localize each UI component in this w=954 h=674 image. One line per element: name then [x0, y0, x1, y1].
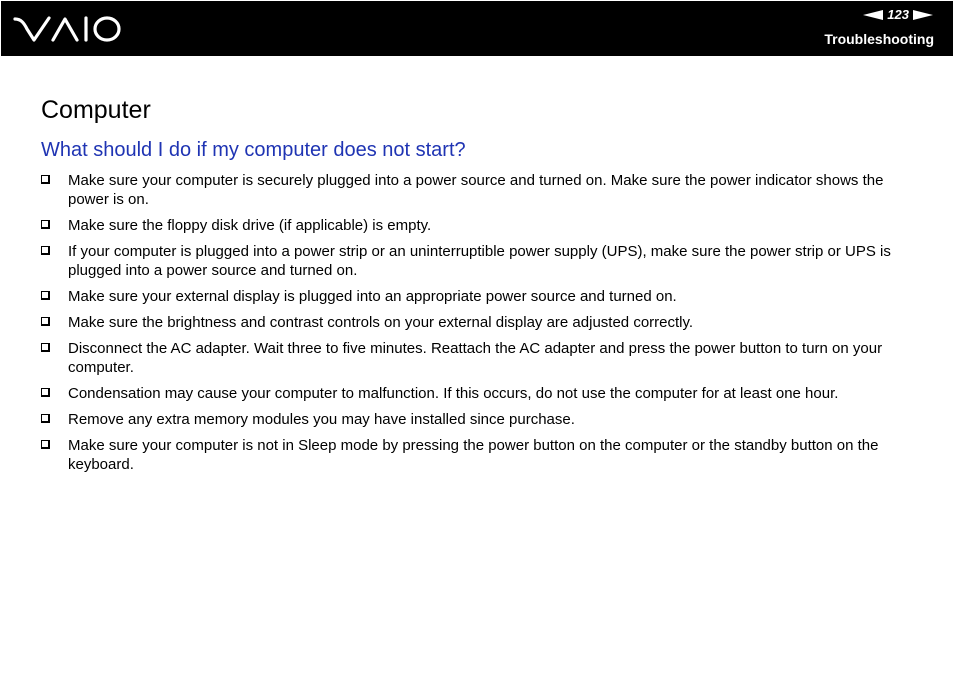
list-item-text: Remove any extra memory modules you may have installed since purchase. [68, 411, 575, 428]
list-item [41, 171, 916, 209]
list-item [41, 436, 916, 474]
list-item-text: Make sure your external display is plugged into an appropriate power source and turned on. [68, 288, 677, 305]
troubleshooting-list [41, 171, 916, 481]
list-item-text: Condensation may cause your computer to malfunction. If this occurs, do not use the computer for at least one hour. [68, 385, 839, 402]
list-item [41, 242, 916, 280]
page-title: Computer [41, 96, 151, 124]
checkbox-bullet-icon [41, 414, 50, 423]
list-item [41, 313, 916, 332]
list-item [41, 339, 916, 377]
vaio-logo-icon [13, 13, 123, 45]
checkbox-bullet-icon [41, 291, 50, 300]
list-item [41, 216, 916, 235]
checkbox-bullet-icon [41, 220, 50, 229]
list-item [41, 384, 916, 403]
list-item-text: If your computer is plugged into a power strip or an uninterruptible power supply (UPS), make sure the power strip or UPS is plugged into a power source and turned on. [68, 243, 891, 279]
list-item [41, 287, 916, 306]
question-heading: What should I do if my computer does not start? [41, 139, 466, 161]
list-item [41, 410, 916, 429]
checkbox-bullet-icon [41, 440, 50, 449]
list-item-text: Make sure the brightness and contrast controls on your external display are adjusted correctly. [68, 314, 694, 331]
list-item-text: Disconnect the AC adapter. Wait three to five minutes. Reattach the AC adapter and press the power button to turn on your computer. [68, 340, 883, 376]
page-header [1, 1, 953, 56]
checkbox-bullet-icon [41, 343, 50, 352]
list-item-text: Make sure the floppy disk drive (if applicable) is empty. [68, 217, 432, 234]
page-number: 123 [887, 7, 909, 22]
checkbox-bullet-icon [41, 246, 50, 255]
arrow-right-icon[interactable] [913, 10, 933, 20]
checkbox-bullet-icon [41, 317, 50, 326]
page-navigation [863, 7, 933, 23]
list-item-text: Make sure your computer is not in Sleep mode by pressing the power button on the computer or the standby button on the keyboard. [68, 437, 879, 473]
arrow-left-icon[interactable] [863, 10, 883, 20]
checkbox-bullet-icon [41, 175, 50, 184]
checkbox-bullet-icon [41, 388, 50, 397]
list-item-text: Make sure your computer is securely plugged into a power source and turned on. Make sure the power indicator shows the power is on. [68, 172, 884, 208]
section-label[interactable]: Troubleshooting [824, 31, 934, 47]
